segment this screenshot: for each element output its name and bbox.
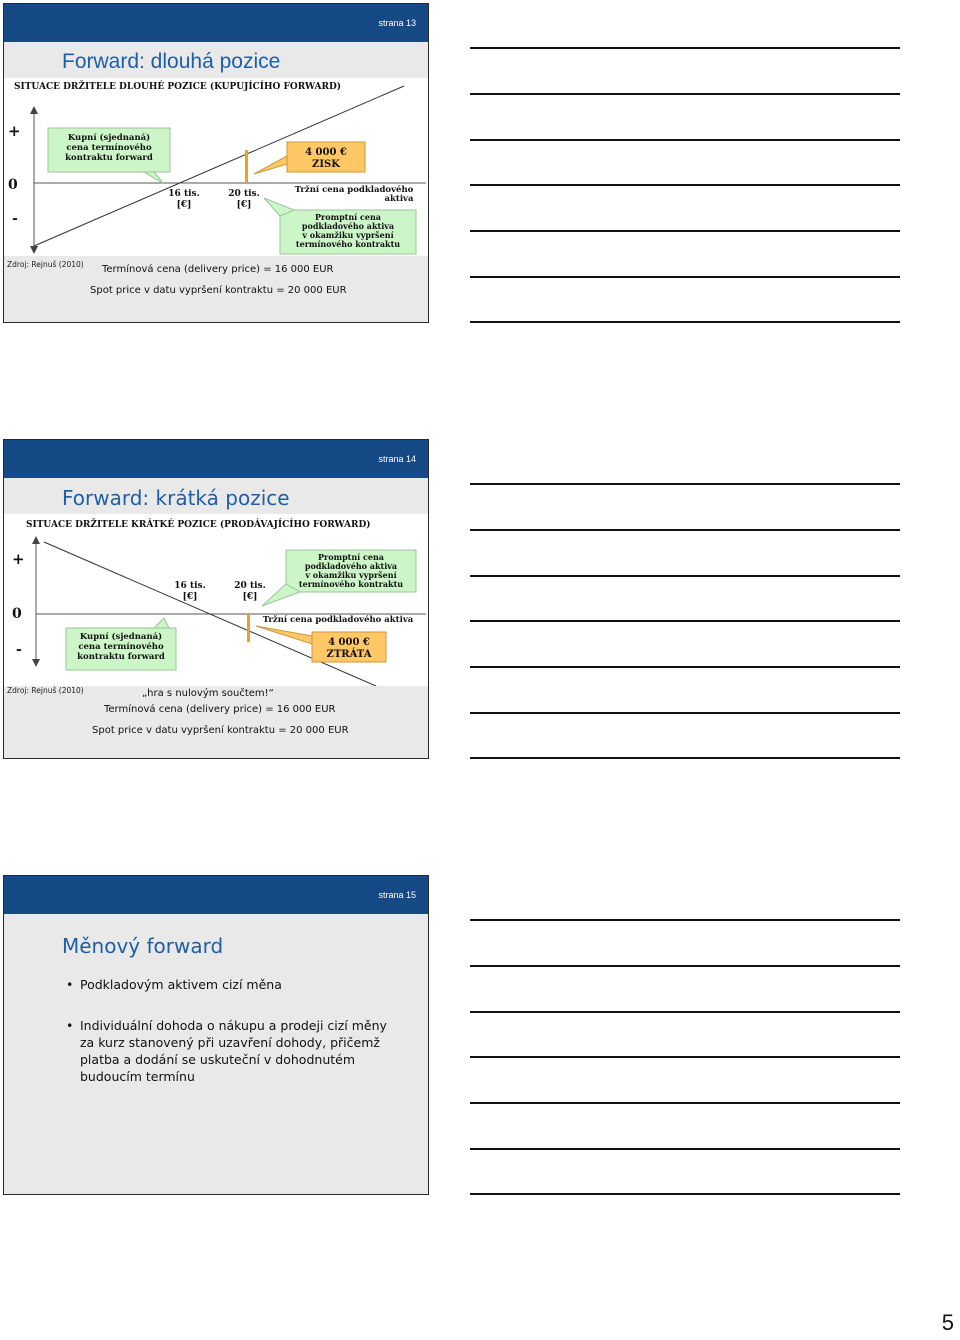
tick-20k-unit: [€] <box>236 200 252 210</box>
market-price-label: Tržní cena podkladového aktiva <box>262 615 414 625</box>
zero-sum-note: „hra s nulovým součtem!“ <box>142 688 274 699</box>
loss-amount: 4 000 € <box>328 637 370 648</box>
axis-plus-label: + <box>12 550 25 568</box>
slide-14 <box>3 439 429 759</box>
spot-price-line2: podkladového aktiva <box>301 221 395 231</box>
loss-label: ZTRÁTA <box>326 649 372 660</box>
source-note: Zdroj: Rejnuš (2010) <box>7 686 84 695</box>
slide-header-bar <box>4 876 428 914</box>
market-price-label-line1: Tržní cena podkladového <box>294 185 414 195</box>
tick-16k: 16 tis. <box>168 189 200 199</box>
market-price-label-line2: aktiva <box>384 194 414 204</box>
spot-price-line3: v okamžiku vypršení <box>302 230 394 240</box>
spot-price-line4: termínového kontraktu <box>298 579 404 589</box>
tick-16k: 16 tis. <box>174 581 206 591</box>
axis-plus-label: + <box>8 122 21 140</box>
caption-delivery-price: Termínová cena (delivery price) = 16 000 EUR <box>104 704 336 715</box>
slide-header-bar <box>4 4 428 42</box>
axis-zero-label: 0 <box>12 606 22 622</box>
slide-15 <box>3 875 429 1195</box>
bullet-item: • Podkladovým aktivem cizí měna <box>66 976 396 993</box>
slide-title: Forward: krátká pozice <box>62 486 290 510</box>
profit-marker <box>245 150 248 183</box>
loss-marker <box>247 614 250 642</box>
tick-16k-unit: [€] <box>176 200 192 210</box>
diagram-heading: SITUACE DRŽITELE KRÁTKÉ POZICE (PRODÁVAJÍCÍHO FORWARD) <box>26 520 371 530</box>
slide-page-label: strana 14 <box>378 454 416 464</box>
slide-page-label: strana 15 <box>378 890 416 900</box>
spot-price-line3: v okamžiku vypršení <box>305 570 397 580</box>
long-position-diagram <box>4 78 429 256</box>
tick-20k: 20 tis. <box>234 581 266 591</box>
axis-zero-label: 0 <box>8 177 18 193</box>
page-number: 5 <box>941 1310 954 1335</box>
agreed-price-line1: Kupní (sjednaná) <box>79 632 163 642</box>
slide-title: Forward: dlouhá pozice <box>62 50 281 73</box>
agreed-price-line1: Kupní (sjednaná) <box>67 133 151 143</box>
source-note: Zdroj: Rejnuš (2010) <box>7 260 84 269</box>
caption-spot-price: Spot price v datu vypršení kontraktu = 20 000 EUR <box>92 725 349 736</box>
slide-13 <box>3 3 429 323</box>
profit-label: ZISK <box>312 159 340 170</box>
agreed-price-line3: kontraktu forward <box>77 652 165 662</box>
slide-title: Měnový forward <box>62 934 224 958</box>
axis-minus-label: - <box>12 211 18 227</box>
diagram-heading: SITUACE DRŽITELE DLOUHÉ POZICE (KUPUJÍCÍHO FORWARD) <box>14 82 342 92</box>
agreed-price-line3: kontraktu forward <box>65 153 153 163</box>
agreed-price-line2: cena termínového <box>66 143 152 153</box>
spot-price-line1: Promptní cena <box>315 212 381 222</box>
bullet-item: • Individuální dohoda o nákupu a prodeji cizí měny za kurz stanovený při uzavření dohody, přičemž platba a dodání se uskuteční v dohodnutém budoucím termínu <box>66 1017 396 1085</box>
spot-price-line1: Promptní cena <box>318 552 384 562</box>
slide-header-bar <box>4 440 428 478</box>
bullet-list <box>66 976 396 1109</box>
tick-16k-unit: [€] <box>182 592 198 602</box>
agreed-price-line2: cena termínového <box>78 642 164 652</box>
profit-amount: 4 000 € <box>305 147 347 158</box>
tick-20k: 20 tis. <box>228 189 260 199</box>
spot-price-line2: podkladového aktiva <box>304 561 398 571</box>
caption-delivery-price: Termínová cena (delivery price) = 16 000 EUR <box>102 264 334 275</box>
axis-minus-label: - <box>16 642 22 658</box>
spot-price-line4: termínového kontraktu <box>295 239 401 249</box>
short-position-diagram <box>4 514 429 686</box>
tick-20k-unit: [€] <box>242 592 258 602</box>
caption-spot-price: Spot price v datu vypršení kontraktu = 20 000 EUR <box>90 285 347 296</box>
slide-page-label: strana 13 <box>378 18 416 28</box>
